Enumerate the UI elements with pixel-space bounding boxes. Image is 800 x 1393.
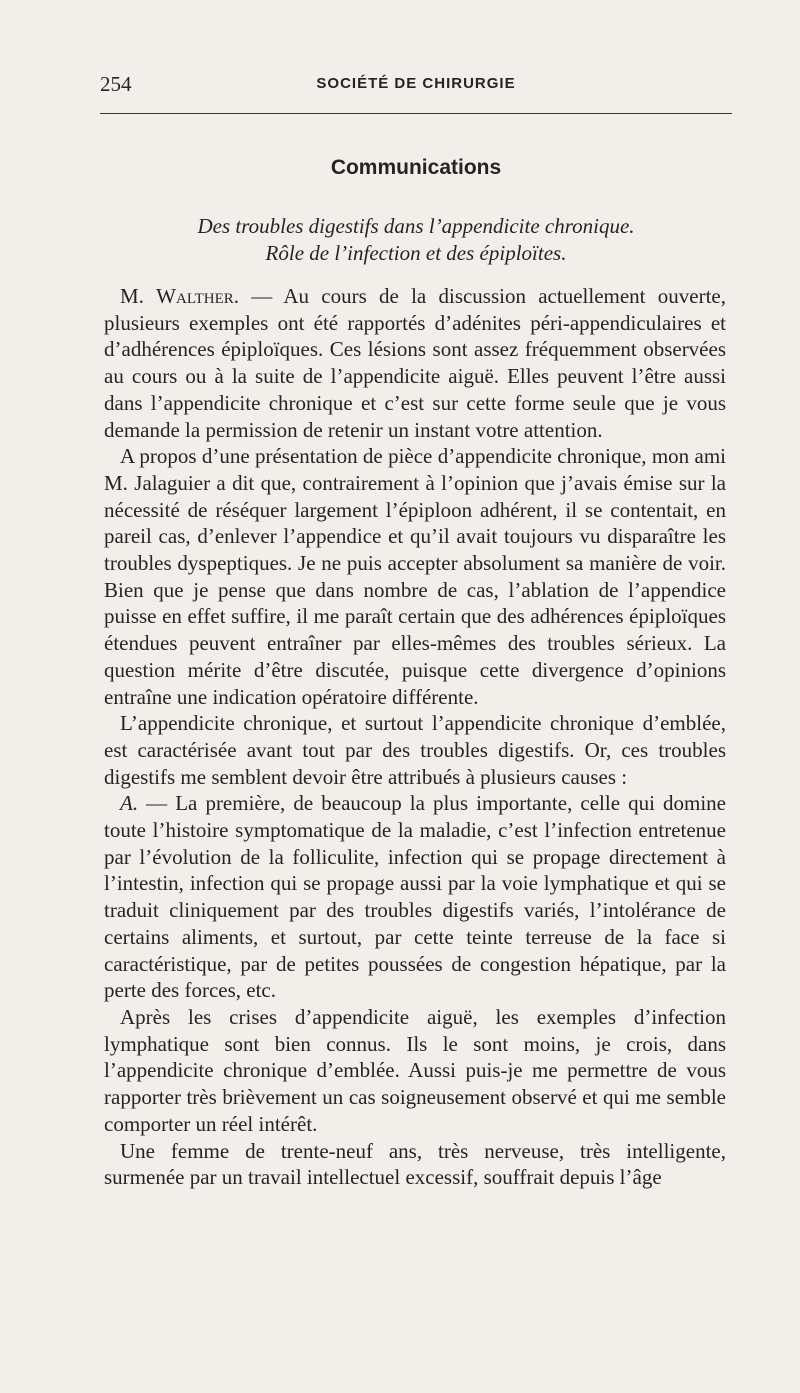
paragraph-1-text: . — Au cours de la discussion actuellement ouverte, plusieurs exemples ont été rapportés d’adénites péri-appendiculaires et d’adhérences épiploïques. Ces lésions sont assez fréquemment observées au cours ou à la suite de l’appendicite aiguë. Elles peuvent l’être aussi dans l’appendicite chronique et c’est sur cette forme seule que je vous demande la permission de retenir un instant votre attention. <box>104 284 726 442</box>
paragraph-4-text: — La première, de beaucoup la plus importante, celle qui domine toute l’histoire symptomatique de la maladie, c’est l’infection entretenue par l’évolution de la folliculite, infection qui se propage directement à l’intestin, infection qui se propage aussi par la voie lymphatique et qui se traduit cliniquement par des troubles digestifs variés, l’intolérance de certains aliments, et surtout, par cette teinte terreuse de la face si caractéristique, par de petites poussées de congestion hépatique, par la perte des forces, etc. <box>104 791 726 1003</box>
paragraph-2: A propos d’une présentation de pièce d’appendicite chronique, mon ami M. Jalaguier a dit que, contrairement à l’opinion que j’avais émise sur la nécessité de réséquer largement l’épiploon adhérent, il se contentait, en pareil cas, d’enlever l’appendice et qu’il avait toujours vu disparaître les troubles dyspeptiques. Je ne puis accepter absolument sa manière de voir. Bien que je pense que dans nombre de cas, l’ablation de l’appendice puisse en effet suffire, il me paraît certain que des adhérences épiploïques étendues peuvent entraîner par elles-mêmes des troubles sérieux. La question mérite d’être discutée, puisque cette divergence d’opinions entraîne une indication opératoire différente. <box>104 444 726 709</box>
speaker-prefix: M. <box>120 284 157 308</box>
paragraph-6: Une femme de trente-neuf ans, très nerveuse, très intelligente, surmenée par un travail intellectuel excessif, souffrait depuis l’âge <box>104 1138 726 1190</box>
paragraph-1 <box>104 283 726 443</box>
article-title-line-1: Des troubles digestifs dans l’appendicite chronique. <box>197 214 635 238</box>
running-head <box>100 72 732 96</box>
paragraph-3: L’appendicite chronique, et surtout l’appendicite chronique d’emblée, est caractérisée avant tout par des troubles digestifs. Or, ces troubles digestifs me semblent devoir être attribués à plusieurs causes : <box>104 711 726 789</box>
article-title <box>100 213 732 267</box>
article-body <box>104 283 726 1191</box>
header-rule <box>100 113 732 114</box>
journal-title: SOCIÉTÉ DE CHIRURGIE <box>316 75 516 92</box>
page-number: 254 <box>100 72 132 96</box>
speaker-name: Walther <box>156 284 234 308</box>
section-heading: Communications <box>330 156 502 179</box>
paragraph-4 <box>104 790 726 1004</box>
paragraph-5: Après les crises d’appendicite aiguë, les exemples d’infection lymphatique sont bien connus. Ils le sont moins, je crois, dans l’appendicite chronique d’emblée. Aussi puis-je me permettre de vous rapporter très brièvement un cas soigneusement observé et qui me semble comporter un réel intérêt. <box>104 1004 726 1136</box>
article-title-line-2: Rôle de l’infection et des épiploïtes. <box>265 241 567 265</box>
list-marker: A. <box>120 791 139 816</box>
